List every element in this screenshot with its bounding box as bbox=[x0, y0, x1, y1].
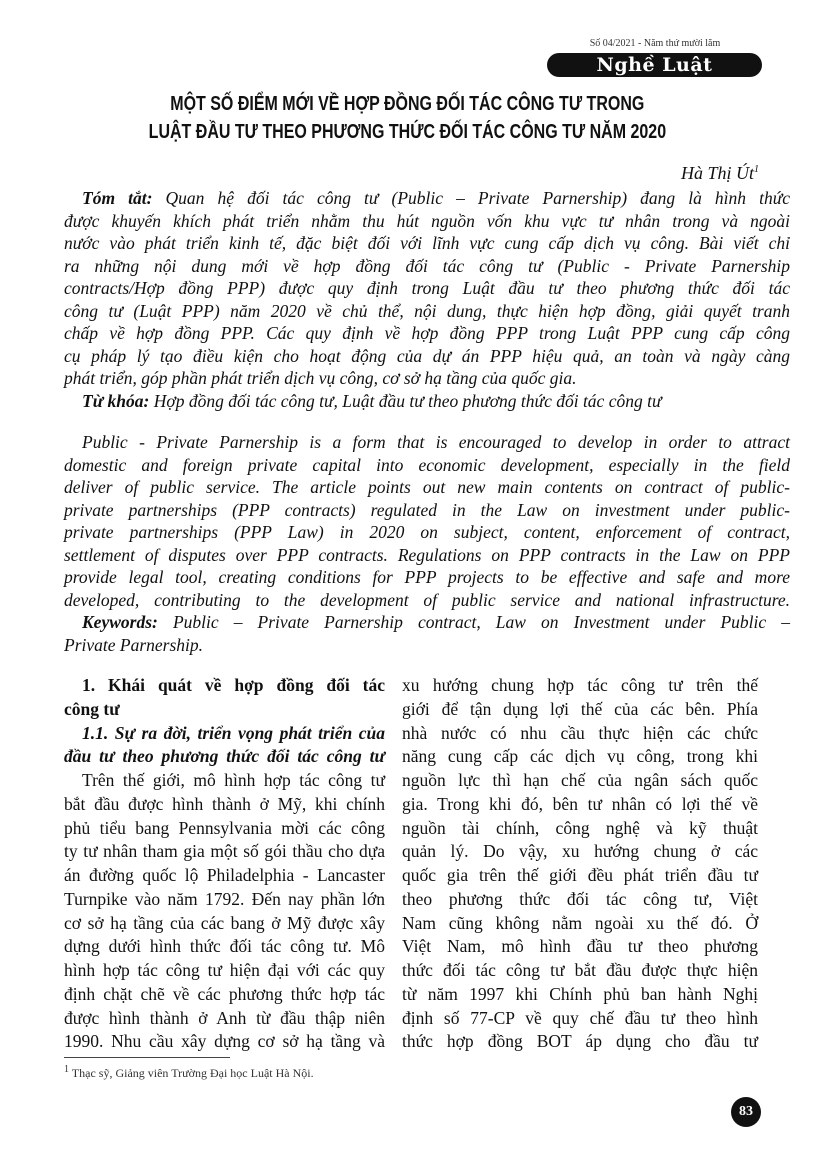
line-text: ra những nội dung mới về hợp đồng đối tác công tư (Public - Private Parnership bbox=[64, 255, 790, 276]
title-text: LUẬT ĐẦU TƯ THEO PHƯƠNG THỨC ĐỐI TÁC CÔNG TƯ NĂM 2020 bbox=[148, 121, 667, 143]
body-line bbox=[402, 936, 758, 958]
body-line bbox=[402, 818, 758, 840]
line-text: contracts/Hợp đồng PPP) được quy định trong Luật đầu tư theo phương thức đối tác bbox=[64, 278, 790, 298]
body-line bbox=[64, 1031, 385, 1053]
footnote-text: Thạc sỹ, Giảng viên Trường Đại học Luật Hà Nội. bbox=[71, 1066, 314, 1080]
body-line bbox=[402, 746, 758, 768]
line-text: private partnerships (PPP Law) in 2020 on subject, content, enforcement of contract, bbox=[64, 522, 790, 542]
line-text: 1.1. Sự ra đời, triển vọng phát triển của bbox=[82, 722, 385, 743]
line-text: giới để tận dụng lợi thế của các bên. Phía bbox=[402, 698, 758, 719]
line-text: hình hợp tác công tư hiện đại với các quy bbox=[64, 960, 385, 980]
line-text: developed, contributing to the development of public service and national infrastructure. bbox=[64, 589, 790, 610]
line-text: thức hợp đồng BOT áp dụng cho đầu tư bbox=[402, 1031, 758, 1052]
keywords-en bbox=[64, 635, 790, 657]
body-line bbox=[64, 984, 385, 1006]
body-line bbox=[64, 818, 385, 840]
body-line bbox=[64, 913, 385, 935]
line-text: được hình thành ở Anh từ đầu thập niên bbox=[64, 1007, 385, 1028]
line-text: xu hướng chung hợp tác công tư trên thế bbox=[402, 675, 758, 695]
english-abstract-line bbox=[64, 590, 790, 612]
line-text: quốc gia trên thế giới đều phát triển đầu tư bbox=[402, 865, 758, 885]
english-abstract-line bbox=[64, 545, 790, 567]
line-text: nước vào phát triển kinh tế, đặc biệt đối với lĩnh vực cung cấp dịch vụ công. Bài viết chỉ bbox=[64, 233, 790, 253]
line-text: đầu tư theo phương thức đối tác công tư bbox=[64, 746, 385, 767]
line-text: nguồn lực thì hạn chế của ngân sách quốc bbox=[402, 770, 758, 790]
line-text: Trên thế giới, mô hình hợp tác công tư bbox=[82, 770, 385, 790]
line-text: nhà nước có nhu cầu thực hiện các chức bbox=[402, 722, 758, 743]
line-text: provide legal tool, creating conditions for PPP projects to be effective and safe and more bbox=[64, 567, 790, 587]
keywords-en bbox=[82, 612, 790, 634]
body-line bbox=[402, 841, 758, 863]
subsection-heading bbox=[64, 746, 385, 768]
line-text: bắt đầu được hình thành ở Mỹ, khi chính bbox=[64, 793, 385, 814]
body-line bbox=[402, 1031, 758, 1053]
english-abstract-line bbox=[64, 522, 790, 544]
line-text: 1990. Nhu cầu xây dựng cơ sở hạ tầng và bbox=[64, 1031, 385, 1052]
abstract-line bbox=[64, 278, 790, 300]
article-title-line-1 bbox=[0, 93, 815, 116]
line-text: quản lý. Do vậy, xu hướng chung ở các bbox=[402, 841, 758, 862]
abstract-line bbox=[64, 233, 790, 255]
title-text: MỘT SỐ ĐIỂM MỚI VỀ HỢP ĐỒNG ĐỐI TÁC CÔNG TƯ TRONG bbox=[170, 93, 645, 115]
author bbox=[681, 163, 759, 184]
line-text: cụ pháp lý tạo điều kiện cho hoạt động của dự án PPP hiệu quả, an toàn và ngày càng bbox=[64, 345, 790, 366]
line-text: settlement of disputes over PPP contracts. Regulations on PPP contracts in the Law on PPP bbox=[64, 544, 790, 565]
body-line bbox=[402, 865, 758, 887]
line-text: công tư (Luật PPP) năm 2020 về chủ thể, nội dung, thực hiện hợp đồng, giải quyết tranh bbox=[64, 300, 790, 321]
line-text: ty tư nhân tham gia một số gói thầu cho dựa bbox=[64, 841, 385, 862]
english-abstract-line bbox=[64, 567, 790, 589]
body-line bbox=[64, 960, 385, 982]
body-line bbox=[402, 960, 758, 982]
body-line bbox=[82, 770, 385, 792]
abstract-line bbox=[64, 346, 790, 368]
footnote-mark: 1 bbox=[64, 1064, 69, 1075]
footnote-mark: 1 bbox=[754, 164, 759, 175]
label: Keywords: bbox=[82, 612, 158, 632]
keywords-vi bbox=[82, 391, 790, 413]
line-text: phủ tiểu bang Pennsylvania mời các công bbox=[64, 817, 385, 838]
line-text: theo phương thức đối tác công tư, Việt bbox=[402, 888, 758, 909]
line-text: gia. Trong khi đó, bên tư nhân có lợi thế về bbox=[402, 793, 758, 814]
body-line bbox=[64, 1008, 385, 1030]
line-text: án đường quốc lộ Philadelphia - Lancaster bbox=[64, 865, 385, 885]
body-line bbox=[402, 675, 758, 697]
line-text: thức đối tác công tư bắt đầu được thực hiện bbox=[402, 960, 758, 980]
line-text: domestic and foreign private capital into economic development, especially in the field bbox=[64, 454, 790, 475]
subsection-heading bbox=[82, 723, 385, 745]
line-text: deliver of public service. The article points out new main contents on contract of public- bbox=[64, 477, 790, 497]
body-line bbox=[402, 889, 758, 911]
line-text: Nam cũng không nằm ngoài xu thế đó. Ở bbox=[402, 912, 758, 933]
line-text: Việt Nam, mô hình đầu tư theo phương bbox=[402, 936, 758, 957]
body-line bbox=[402, 794, 758, 816]
author-name: Hà Thị Út bbox=[680, 163, 754, 183]
abstract-line bbox=[64, 323, 790, 345]
line-text: Public - Private Parnership is a form that is encouraged to develop in order to attract bbox=[82, 432, 790, 452]
line-text: từ năm 1997 khi Chính phủ ban hành Nghị bbox=[402, 983, 758, 1004]
body-line bbox=[402, 913, 758, 935]
footnote bbox=[64, 1064, 314, 1081]
body-line bbox=[402, 984, 758, 1006]
body-line bbox=[64, 794, 385, 816]
abstract-line bbox=[82, 188, 790, 210]
footnote-divider bbox=[64, 1057, 230, 1058]
section-heading bbox=[64, 699, 385, 721]
line-text: private partnerships (PPP contracts) regulated in the Law on investment under public- bbox=[64, 499, 790, 520]
body-line bbox=[402, 770, 758, 792]
line-text: công tư bbox=[64, 698, 120, 719]
line-text: Hợp đồng đối tác công tư, Luật đầu tư theo phương thức đối tác công tư bbox=[153, 390, 662, 411]
english-abstract-line bbox=[64, 477, 790, 499]
line-text: 1. Khái quát về hợp đồng đối tác bbox=[82, 675, 385, 695]
line-text: Turnpike vào năm 1792. Đến nay phần lớn bbox=[64, 888, 385, 909]
body-line bbox=[402, 723, 758, 745]
english-abstract-line bbox=[82, 432, 790, 454]
line-text: Public – Private Parnership contract, Law on Investment under Public – bbox=[172, 612, 791, 632]
body-line bbox=[64, 865, 385, 887]
line-text: chấp về hợp đồng PPP. Các quy định về hợp đồng PPP trong Luật PPP cung cấp công bbox=[64, 323, 790, 343]
section-heading bbox=[82, 675, 385, 697]
line-text: định số 77-CP về quy chế đầu tư theo hình bbox=[402, 1007, 758, 1028]
line-text: Quan hệ đối tác công tư (Public – Private Parnership) đang là hình thức bbox=[165, 188, 791, 208]
line-text: Private Parnership. bbox=[64, 634, 204, 655]
line-text: phát triển, góp phần phát triển dịch vụ công, cơ sở hạ tầng của quốc gia. bbox=[64, 368, 577, 388]
label: Tóm tắt: bbox=[82, 188, 153, 208]
line-text: được khuyến khích phát triển nhằm thu hút nguồn vốn khu vực tư nhân trong và ngoài bbox=[64, 210, 790, 231]
body-line bbox=[64, 889, 385, 911]
line-text: định chặt chẽ về các phương thức hợp tác bbox=[64, 983, 385, 1004]
abstract-line bbox=[64, 256, 790, 278]
article-title-line-2 bbox=[0, 121, 815, 144]
abstract-line bbox=[64, 211, 790, 233]
english-abstract-line bbox=[64, 500, 790, 522]
body-line bbox=[402, 699, 758, 721]
line-text: nguồn tài chính, công nghệ và kỹ thuật bbox=[402, 817, 758, 838]
line-text: dựng dưới hình thức đối tác công tư. Mô bbox=[64, 936, 385, 957]
abstract-line bbox=[64, 301, 790, 323]
issue-info: Số 04/2021 - Năm thứ mười lăm bbox=[589, 38, 721, 49]
label: Từ khóa: bbox=[82, 390, 150, 411]
line-text: năng cung cấp các dịch vụ công, trong khi bbox=[402, 746, 758, 767]
body-line bbox=[64, 936, 385, 958]
abstract-line bbox=[64, 368, 790, 390]
body-line bbox=[64, 841, 385, 863]
body-line bbox=[402, 1008, 758, 1030]
section-banner: Nghề Luật bbox=[547, 53, 762, 77]
line-text: cơ sở hạ tầng của các bang ở Mỹ được xây bbox=[64, 912, 385, 933]
page-number: 83 bbox=[731, 1097, 761, 1127]
english-abstract-line bbox=[64, 455, 790, 477]
